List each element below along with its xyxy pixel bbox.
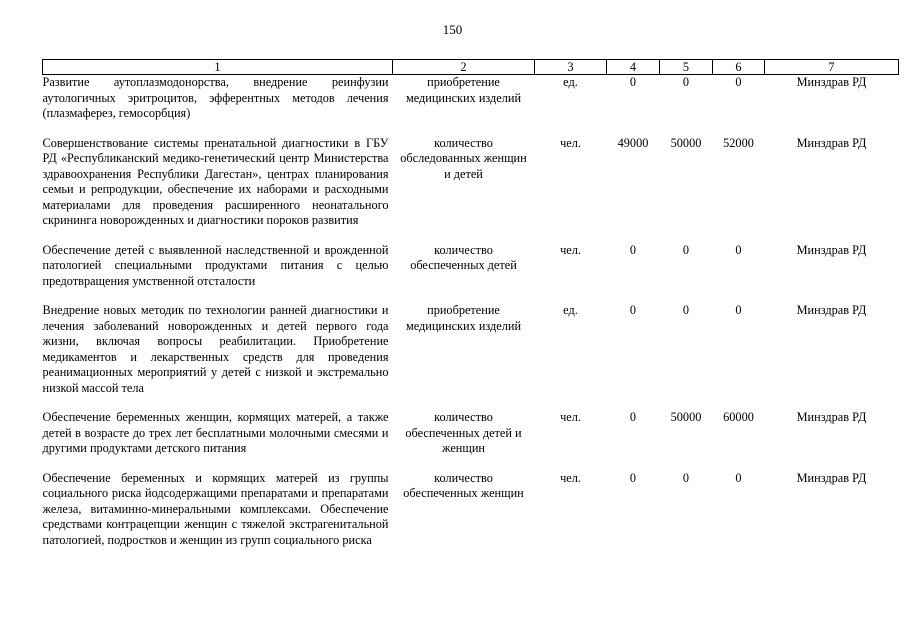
unit-of-measure: чел. (560, 135, 581, 150)
column-number-header (43, 60, 899, 75)
unit-of-measure: ед. (563, 303, 578, 317)
value-col-6: 52000 (723, 135, 754, 150)
indicator-name: количество обследованных женщин и детей (400, 135, 527, 181)
value-col-4: 0 (629, 75, 637, 89)
indicator-name: количество обеспеченных женщин (403, 470, 524, 500)
table-row (43, 243, 899, 290)
measure-description: Обеспечение детей с выявленной наследственной и врожденной патологией специальными продуктами питания с целью предотвращения умственной отсталости (42, 242, 389, 288)
executor: Минздрав РД (796, 135, 867, 150)
value-col-5: 0 (682, 75, 690, 89)
indicator-name: приобретение медицинских изделий (405, 75, 522, 105)
measure-description: Совершенствование системы пренатальной диагностики в ГБУ РД «Республиканский медико-генетический центр Министерства здравоохранения Республики Дагестан», центрах планирования семьи и репродукции, обеспечение их наборами и расходными материалами для проведения расширенного неонатального скрининга новорожденных и диагностики пороков развития (42, 135, 389, 227)
value-col-5: 50000 (670, 410, 702, 424)
value-col-5: 0 (682, 470, 690, 485)
column-number-6: 6 (713, 60, 765, 75)
value-col-6: 0 (735, 470, 742, 485)
value-col-6: 0 (735, 242, 742, 257)
measure-description: Развитие аутоплазмодонорства, внедрение реинфузии аутологичных эритроцитов, эфферентных методов лечения (плазмаферез, гемосорбция) (42, 75, 389, 120)
value-col-6: 0 (735, 75, 742, 89)
column-number-4: 4 (607, 60, 660, 75)
unit-of-measure: чел. (560, 242, 581, 257)
column-number-7: 7 (765, 60, 899, 75)
value-col-4: 0 (629, 303, 637, 317)
executor: Минздрав РД (796, 470, 867, 485)
indicator-name: количество обеспеченных детей (410, 242, 517, 272)
unit-of-measure: ед. (563, 75, 578, 89)
measure-description: Внедрение новых методик по технологии ранней диагностики и лечения заболеваний новорожденных и детей первого года жизни, включая вопросы реабилитации. Приобретение медикаментов и лекарственных средств для проведения реанимационных мероприятий у детей с низкой и экстремально низкой массой тела (42, 303, 389, 395)
value-col-5: 0 (682, 242, 690, 257)
column-number-5: 5 (660, 60, 713, 75)
unit-of-measure: чел. (560, 410, 581, 424)
table-row (43, 75, 899, 122)
executor: Минздрав РД (796, 410, 867, 424)
value-col-4: 0 (629, 410, 637, 424)
table-row (43, 410, 899, 457)
column-number-1: 1 (43, 60, 393, 75)
column-number-3: 3 (535, 60, 607, 75)
page-number: 150 (442, 22, 463, 37)
unit-of-measure: чел. (560, 470, 581, 485)
executor: Минздрав РД (796, 303, 867, 317)
table-row (43, 471, 899, 549)
value-col-4: 0 (629, 470, 637, 485)
value-col-4: 0 (629, 242, 637, 257)
indicators-table (42, 59, 899, 548)
indicator-name: приобретение медицинских изделий (405, 303, 522, 333)
value-col-4: 49000 (617, 135, 649, 150)
measure-description: Обеспечение беременных женщин, кормящих матерей, а также детей в возрасте до трех лет бесплатными молочными смесями и другими продуктами детского питания (42, 410, 389, 455)
value-col-5: 0 (682, 303, 690, 317)
executor: Минздрав РД (796, 75, 867, 89)
indicator-name: количество обеспеченных детей и женщин (405, 410, 522, 455)
executor: Минздрав РД (796, 242, 867, 257)
column-number-2: 2 (393, 60, 535, 75)
measure-description: Обеспечение беременных и кормящих матерей из группы социального риска йодсодержащими препаратами и препаратами железа, витаминно-минеральными комплексами. Обеспечение средствами контрацепции женщин с тяжелой экстрагенитальной патологией, подростков и женщин из групп социального риска (42, 470, 389, 547)
table-row (43, 303, 899, 396)
value-col-6: 60000 (723, 410, 754, 424)
value-col-5: 50000 (670, 135, 702, 150)
value-col-6: 0 (735, 303, 742, 317)
table-row (43, 136, 899, 229)
